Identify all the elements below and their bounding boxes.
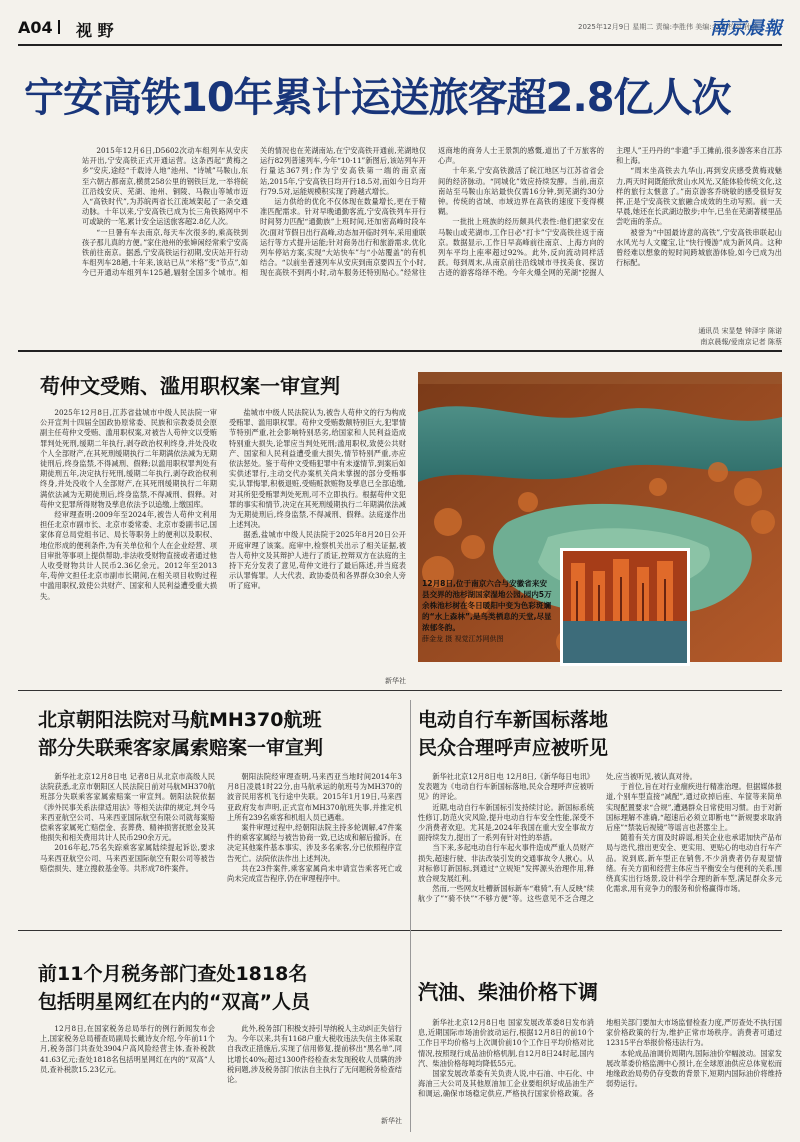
section-divider [18, 930, 782, 931]
story2-headline: 苟仲文受贿、滥用职权案一审宣判 [40, 374, 340, 398]
paragraph: 新华社北京12月8日电 国家发展改革委8日发布消息,近期国际市场油价波动运行,根据12月8日的前10个工作日平均价格与上次调价前10个工作日平均价格对比情况,按照现行成品油价格机制,自12月8日24时起,国内汽、柴油价格每吨均降低55元。 [418, 1018, 594, 1068]
paragraph: 新华社北京12月8日电 记者8日从北京市高级人民法院获悉,北京市朝阳区人民法院日前对马航MH370航班部分失联乘客家属索赔案一审宣判。朝阳法院依据《涉外民事关系法律适用法》等相关法律的规定,判令马来西亚航空公司、马来西亚国际航空有限公司就每案赔偿乘客家属死亡赔偿金、丧葬费、精神损害抚慰金及其他损失和相关费用共计人民币290余万元。 [40, 772, 215, 843]
paragraph: 运力供给的优化不仅体现在数量增长,更在于精准匹配需求。针对早晚通勤客流,宁安高铁列车开行时间努力匹配“通勤族”上班时间,还加密高峰时段车次;面对节假日出行高峰,动态加开临时列车,采用重联运行等方式提升运能;针对商务出行和旅游需求,优化列车停站方案,实现“大站快车”与“小站覆盖”的有机结合。“以前坐普速列车从安庆到南京要四五个小时,现在高铁不到两小时,动车服务还特别贴心。”经常往返商地的商务人士王景凯的感慨,道出了千万旅客的心声。 [260, 146, 604, 278]
story3-headline-line2: 部分失联乘客家属索赔案一审宣判 [38, 737, 324, 759]
photo-caption [422, 578, 554, 645]
header-divider [58, 20, 60, 34]
paragraph: 案件审理过程中,经朝阳法院主持多轮调解,47件案件的乘客家属经与被告协商一致,已达成和解后撤诉。在决定其他案件基本事实、涉及多名乘客,分已依照程序宣告死亡。法院依法作出上述判决。 [227, 823, 402, 863]
page-header [18, 14, 782, 46]
paragraph: 12月8日,在国家税务总局举行的例行新闻发布会上,国家税务总局稽查局副局长戴诗友介绍,今年前11个月,税务部门共查处3904户高风险经营主体,查补税款41.63亿元;查处1818名包括明星网红在内的“双高”人员,查补税款15.23亿元。 [40, 1024, 215, 1074]
paragraph: 当下来,多起电动自行车起火事件造成严重人员财产损失,超速行驶、非法改装引发的交通事故令人揪心。从对标修订新国标,到通过“立规矩”发挥源头治理作用,释放合规发展红利。 [418, 843, 594, 884]
story4-headline [418, 706, 608, 762]
paragraph: 一批批上班族的经历颇具代表性:他们把家安在马鞍山或芜湖市,工作日必“打卡”宁安高铁往返于南京。数据显示,工作日早高峰前往南京、上海方向的列车平均上座率超过92%。此外,反向流动同样活跃。每到周末,从南京前往沿线城市寻找美食、探访古迹的游客络绎不绝。今年火爆全网的芜湖“挖掘人主理人”王丹丹的“非遗”手工摊前,很多游客来自江苏和上海。 [438, 146, 782, 278]
story4-headline-line1: 电动自行车新国标落地 [418, 709, 609, 731]
section-name: 视 野 [76, 21, 114, 40]
paragraph: 十年来,宁安高铁激活了皖江地区与江苏省省会间的经济脉动。“同城化”效应持续发酵。当前,南京南站至马鞍山东站最快仅需16分钟,到芜湖约30分钟。传统的省域、市域边界在高铁的速度下变得模糊。 [438, 166, 604, 217]
paragraph: 随着有关方面及时辟谣,相关企业也承诺加快产品布局与迭代,推出更安全、更实用、更贴心的电动自行车产品。说到底,新车型正在销售,不少消费者仍存观望情绪。有关方面和经营主体应当平衡安全与便利的关系,围绕真实出行场景,设计科学合理的新车型,满足群众多元化需求,用有竞争力的服务和价格赢得市场。 [606, 833, 782, 894]
paragraph: 被誉为“中国最诗意的高铁”,宁安高铁串联起山水风光与人文魔宝,让“快行慢游”成为新风尚。这种曾经难以想象的短时间跨城旅游体验,如今已成为出行标配。 [616, 227, 782, 268]
newspaper-logo: 南京晨報 [710, 18, 782, 39]
caption-text: 12月8日,位于南京六合与安徽省来安县交界的池杉湖国家湿地公园,园内5万余株池杉树在冬日暖阳中变为色彩斑斓的“水上森林”,是鸟类栖息的天堂,尽显浓郁冬韵。 [422, 579, 552, 632]
paragraph: 新华社北京12月8日电 12月8日,《新华每日电讯》发表题为《电动自行车新国标落地,民众合理呼声应被听见》的评论。 [418, 772, 594, 802]
paragraph: 然而,一些网友吐槽新国标新车“难骑”,有人反映“续航少了”“骑不快”“不够方便”等。这些意见不乏合理之处,应当被听见,被认真对待。 [418, 772, 697, 904]
paragraph: 2025年12月8日,江苏省盐城市中级人民法院一审公开宣判十四届全国政协原常委、民族和宗教委员会原副主任苟仲文受贿、滥用职权案,对被告人苟仲文以受贿罪判处死刑,缓期二年执行,剥夺政治权利终身,并处没收个人全部财产,在其死刑缓期执行二年期满依法减为无期徒刑后,终身监禁,不得减刑、假释;以滥用职权罪判处有期徒刑五年,决定执行死刑,缓期二年执行,剥夺政治权利终身,并处没收个人全部财产,在其死刑缓期执行二年期满依法减为无期徒刑后,终身监禁,不得减刑、假释。对苟仲文犯罪所得财物及孳息依法予以追缴,上缴国库。 [40, 408, 217, 509]
paragraph: 2015年12月6日,D5602次动车组列车从安庆站开出,宁安高铁正式开通运营。这条西起“黄梅之乡”安庆,途经“千载诗人地”池州、“诗城”马鞍山,东至六朝古都南京,横贯258公里的钢铁巨龙,一举将皖江沿线安庆、芜湖、池州、铜陵、马鞍山等城市迈入“高铁时代”,为苏皖两省长江流域架起了一条交通动脉。十年以来,宁安高铁已成为长三角铁路网中不可或缺的一笔,累计安全运送旅客超2.8亿人次。 [82, 146, 248, 227]
story3-body [40, 772, 402, 922]
lead-byline-2: 南京晨報/爱南京记者 陈蔡 [700, 338, 782, 346]
story3-headline-line1: 北京朝阳法院对马航MH370航班 [38, 709, 322, 731]
story4-body [418, 772, 782, 922]
section-divider [18, 690, 782, 691]
paragraph: 据悉,盐城市中级人民法院于2025年8月20日公开开庭审理了该案。庭审中,检察机关出示了相关证据,被告人苟仲文及其辩护人进行了质证,控辩双方在法庭的主持下充分发表了意见,苟仲文进行了最后陈述,并当庭表示认罪悔罪。人大代表、政协委员和各界群众30余人旁听了庭审。 [229, 530, 406, 591]
paragraph: 经审理查明:2009年至2024年,被告人苟仲文利用担任北京市副市长、北京市委常委、北京市委副书记,国家体育总局党组书记、局长等职务上的便利以及职权、地位形成的便利条件,为有关单位和个人在企业经营、项目审批等事项上提供帮助,非法收受财物直接或者通过他人收受财物共计人民币2.36亿余元。2012年至2013年,苟仲文担任北京市副市长期间,在相关项目收购过程中滥用职权,致使公共财产、国家和人民利益遭受重大损失。 [40, 510, 217, 601]
story5-headline [38, 960, 310, 1016]
story2-body [40, 408, 406, 674]
paragraph: 此外,税务部门积极支持引导纳税人主动纠正失信行为。今年以来,共有1168户重大税收违法失信主体采取自我改正措施后,实现了信用修复,提前移出“黑名单”,同比增长40%;超过1300件经检查未发现税收人员瞒的涉税问题,涉及税务部门依法自主执行了无问题税务检查结论。 [227, 1024, 402, 1085]
photo-credit: 薛金龙 摄 视觉江苏网供图 [422, 635, 504, 643]
section-divider [18, 350, 782, 352]
story5-headline-line1: 前11个月税务部门查处1818名 [38, 963, 308, 985]
story2-byline: 新华社 [385, 677, 406, 685]
story6-headline: 汽油、柴油价格下调 [418, 980, 598, 1004]
paragraph: 本轮成品油调价周期内,国际油价窄幅波动。国家发展改革委价格监测中心预计,在全球原油供应总体宽松而地缘政治局势仍存变数的背景下,短期内国际油价将维持弱势运行。 [606, 1048, 782, 1089]
paragraph: 近期,电动自行车新国标引发持续讨论。新国标系统性修订,防范火灾风险,提升电动自行车安全性能,深受不少消费者欢迎。尤其是,2024年我国在重大安全事故方面持续发力,提出了一系列有针对性的举措。 [418, 802, 594, 843]
story5-headline-line2: 包括明星网红在内的“双高”人员 [38, 991, 310, 1013]
inset-photo [560, 548, 690, 666]
paragraph: “周末坐高铁去九华山,再到安庆感受黄梅戏魅力,两天时间既能欣赏山水风光,又能体验传统文化,这样的旅行太惬意了。”南京游客乔晓敏的感受很好发挥,正是宁安高铁文旅融合成效的生动写照。前一天早晨,她还在长武湖边散步;中午,已坐在芜湖著楼里品尝吃南的茶点。 [616, 166, 782, 227]
paragraph: “一旦暑有车去南京,每天车次很多的,乘高铁到孩子那儿真的方便。”家住池州的张婶闲经常乘宁安高铁前往南京。据悉,宁安高铁运行初期,安庆站开行动车组列车28趟,十年来,该站已从“米格”变“节点”,如今已开通动车组列车125趟,辐射全国多个城市。相关的情况也在芜湖南站,在宁安高铁开通前,芜湖地仅运行82列普速列车,今年“10·11”新图后,该站列车开行量达367列;作为宁安高铁第一端的南京南站,2015年,宁安高铁日均开行18.5对,而如今日均开行79.5对,运能规模积实现了跨越式增长。 [82, 146, 426, 278]
page-number: A04 [18, 18, 53, 37]
story3-headline [38, 706, 323, 762]
story5-byline: 新华社 [381, 1117, 402, 1125]
lead-body [82, 146, 782, 324]
page-meta: 2025年12月9日 星期二 责编:李胜伟 美编:金荣 校对:孙静 [578, 23, 759, 31]
story6-body [418, 1018, 782, 1130]
paragraph: 共在23件案件,乘客家属尚未申请宣告乘客死亡或尚未完成宣告程序,仍在审理程序中。 [227, 863, 402, 884]
paragraph: 于首位,旨在对行业痼疾进行精准治理。但据媒体报道,个别车型直接“减配”,通过砍掉后座、车筐等来简单实现配置要求“合规”,遭遇群众日常使用习惯。由于对新国标理解不准确,“超速后必须立即断电”“新规要求取消后座”“禁装后视镜”等谣言也甚嚣尘上。 [606, 782, 782, 833]
story4-headline-line2: 民众合理呼声应被听见 [418, 737, 609, 759]
lead-headline: 宁安高铁10年累计运送旅客超2.8亿人次 [24, 75, 731, 121]
lead-byline-1: 通讯员 宋显楚 钟泽宇 陈诺 [698, 327, 782, 335]
paragraph: 盐城市中级人民法院认为,被告人苟仲文的行为构成受贿罪、滥用职权罪。苟仲文受贿数额特别巨大,犯罪情节特别严重,社会影响特别恶劣,给国家和人民利益造成特别重大损失,论罪应当判处死刑;滥用职权,致使公共财产、国家和人民利益遭受重大损失,情节特别严重,亦应依法惩处。鉴于苟仲文受贿犯罪中有未遂情节,到案后如实供述罪行,主动交代办案机关尚未掌握的部分受贿事实,认罪悔罪,积极退赃,受贿赃款赃物及孳息已全部追缴,对其所犯受贿罪判处死刑,可不立即执行。根据苟仲文犯罪的事实和情节,决定在其死刑缓期执行二年期满依法减为无期徒刑后,终身监禁,不得减刑、假释。法庭遂作出上述判决。 [229, 408, 406, 530]
story5-body [40, 1024, 402, 1112]
paragraph: 2016年起,75名失踪乘客家属陆续提起诉讼,要求马来西亚航空公司、马来西亚国际航空有限公司等被告赔偿损失、建立搜救基金等。共形成78件案件。 [40, 843, 215, 873]
column-divider [410, 700, 411, 1132]
paragraph: 国家发展改革委有关负责人说,中石油、中石化、中海油三大公司及其他原油加工企业要组织好成品油生产和调运,确保市场稳定供应,严格执行国家价格政策。各地相关部门要加大市场监督检查力度,严厉查处不执行国家价格政策的行为,维护正常市场秩序。消费者可通过12315平台举报价格违法行为。 [418, 1018, 782, 1099]
paragraph: 朝阳法院经审理查明,马来西亚当地时间2014年3月8日凌晨1时22分,由马航承运的航班号为MH370的波音民用客机飞行途中失联。2015年1月19日,马来西亚政府发布声明,正式宣布MH370航班失事,并推定机上所有239名乘客和机组人员已遇难。 [227, 772, 402, 822]
